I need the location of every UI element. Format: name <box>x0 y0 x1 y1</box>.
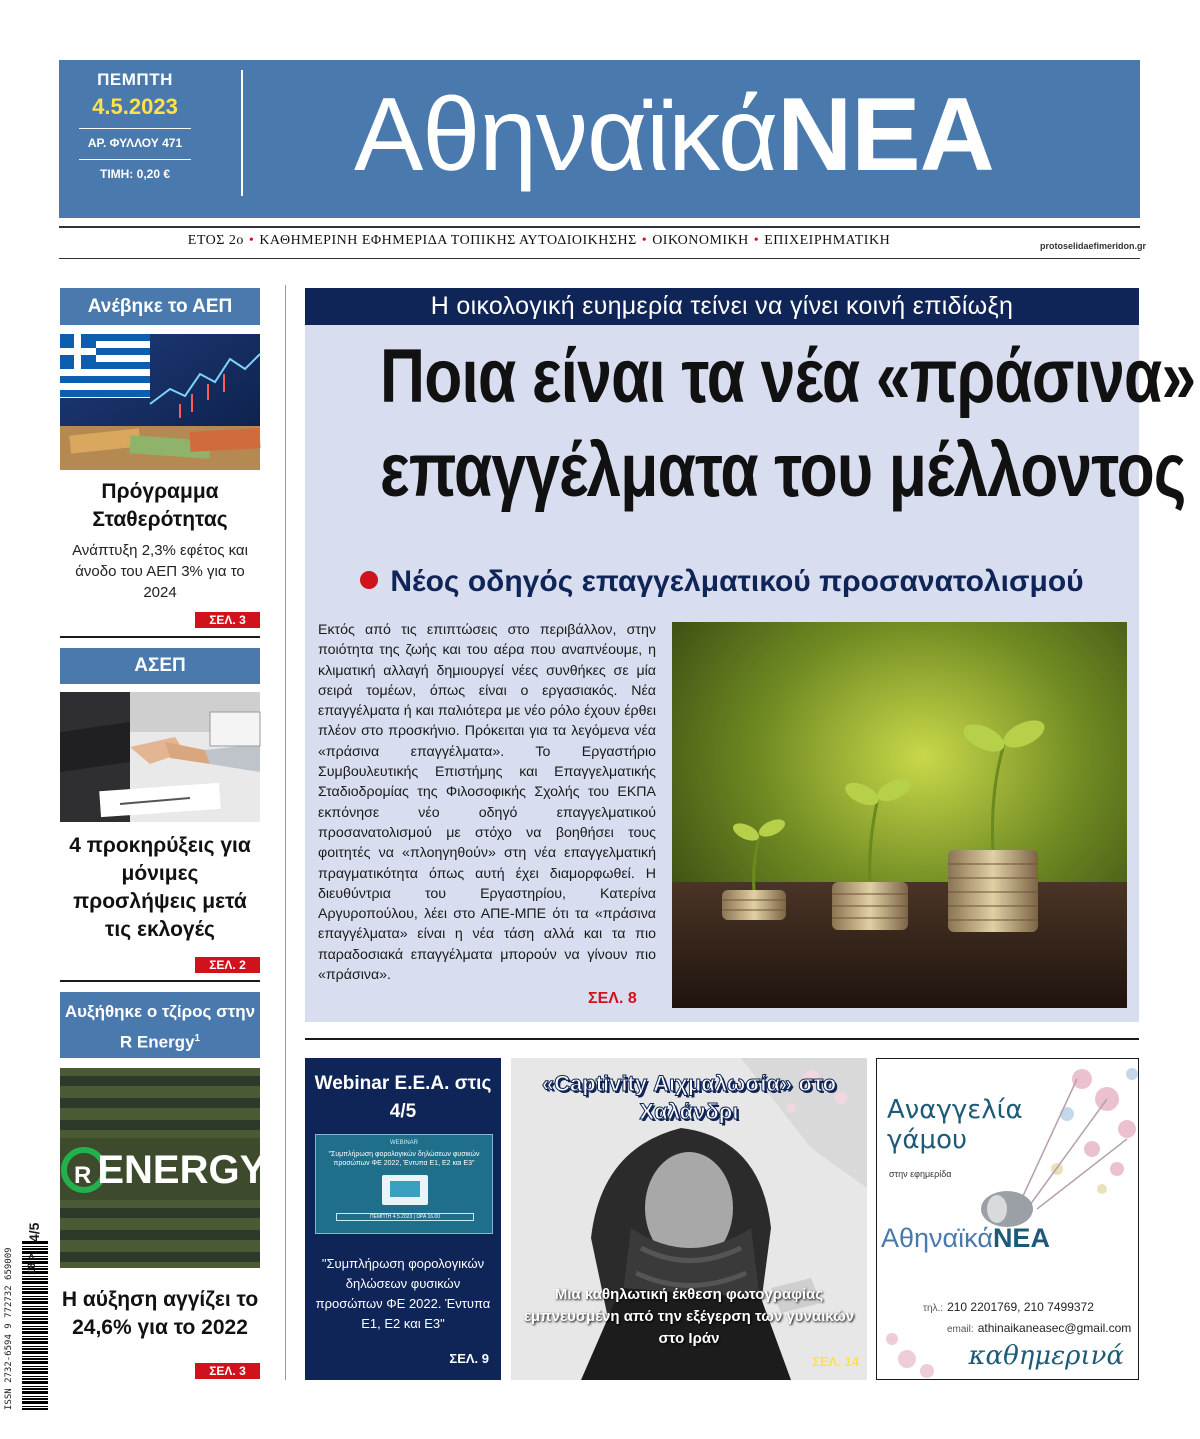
left-rule-1 <box>60 636 260 638</box>
computer-icon <box>382 1175 428 1205</box>
main-subhead <box>305 565 1139 599</box>
renergy-logo-sup: 1 <box>266 1161 276 1178</box>
wedding-title: Αναγγελία γάμου <box>887 1095 1023 1155</box>
asep-section-header[interactable]: ΑΣΕΠ <box>60 648 260 684</box>
issue-price: ΤΙΜΗ: 0,20 € <box>79 159 191 181</box>
email-value[interactable]: athinaikaneasec@gmail.com <box>977 1321 1132 1335</box>
masthead-divider <box>241 70 243 196</box>
logo-bold-part: ΝΕΑ <box>777 77 994 193</box>
webinar-ad[interactable] <box>305 1058 501 1380</box>
tagline <box>59 233 1019 249</box>
source-site[interactable]: protoselidaefimeridon.gr <box>1040 241 1147 251</box>
handshake-image <box>60 692 260 822</box>
exhibition-ad[interactable] <box>511 1058 867 1380</box>
webinar-screen <box>315 1134 493 1234</box>
plants-on-coins-image <box>672 622 1127 1008</box>
tagline-business: ΕΠΙΧΕΙΡΗΜΑΤΙΚΗ <box>764 233 891 248</box>
webinar-quote: "Συμπλήρωση φορολογικών δηλώσεων φυσικών προσώπων ΦΕ 2022. Έντυπα Ε1, Ε2 και Ε3" <box>315 1256 491 1331</box>
main-kicker: Η οικολογική ευημερία τείνει να γίνει κοινή επιδίωξη <box>305 288 1139 325</box>
wedding-newspaper-logo <box>881 1223 1050 1254</box>
tagline-economic: ΟΙΚΟΝΟΜΙΚΗ <box>652 233 749 248</box>
wedding-phone <box>923 1300 1094 1314</box>
column-separator <box>285 285 286 1380</box>
issue-number: ΑΡ. ΦΥΛΛΟΥ 471 <box>79 128 191 150</box>
exhibition-title: «Captivity Αιχμαλωσία» στο Χαλάνδρι <box>541 1071 837 1124</box>
left-rule-2 <box>60 980 260 982</box>
masthead <box>59 60 1140 218</box>
main-bottom-rule <box>305 1038 1139 1040</box>
main-page-ref[interactable]: ΣΕΛ. 8 <box>588 990 637 1007</box>
tagline-rule-top <box>59 226 1140 228</box>
renergy-section-header[interactable] <box>60 992 260 1058</box>
phone-label: τηλ.: <box>923 1303 944 1314</box>
asep-page-ref[interactable]: ΣΕΛ. 2 <box>195 957 260 973</box>
tagline-year: ΕΤΟΣ 2ο <box>187 233 244 248</box>
barcode-date: 4/5 <box>26 1222 42 1242</box>
newspaper-logo[interactable] <box>354 70 994 200</box>
main-photo[interactable] <box>672 622 1127 1008</box>
main-headline[interactable] <box>380 330 1196 518</box>
exhibition-caption: Μια καθηλωτική έκθεση φωτογραφίας εμπνευσμένη από την εξέγερση των γυναικών στο Ιράν <box>523 1286 855 1347</box>
headline-line-1: Ποια είναι τα νέα «πράσινα» <box>380 334 1196 419</box>
renergy-logo-r: R <box>74 1162 92 1189</box>
renergy-header-text: Αυξήθηκε ο τζίρος στην R Energy <box>64 1002 256 1052</box>
asep-photo[interactable] <box>60 692 260 822</box>
logo-light-part: Αθηναϊκά <box>354 77 778 193</box>
renergy-header-sup: 1 <box>194 1033 201 1044</box>
issue-day: ΠΕΜΠΤΗ <box>97 70 173 89</box>
wedding-ad[interactable] <box>876 1058 1139 1380</box>
gdp-story-title[interactable]: Πρόγραμμα Σταθερότητας <box>92 480 228 531</box>
bullet-icon: • <box>753 233 760 248</box>
bullet-icon: • <box>248 233 255 248</box>
wedding-tagline: καθημερινά <box>968 1341 1124 1371</box>
gdp-section-header[interactable]: Ανέβηκε το ΑΕΠ <box>60 288 260 325</box>
renergy-logo-text: ENERGY <box>97 1148 267 1192</box>
wedding-logo-light: Αθηναϊκά <box>881 1223 993 1253</box>
renergy-story-title[interactable]: Η αύξηση αγγίζει το 24,6% για το 2022 <box>61 1288 259 1339</box>
barcode-code: 18 > <box>26 1253 38 1275</box>
renergy-page-ref[interactable]: ΣΕΛ. 3 <box>195 1363 260 1379</box>
main-body-text: Εκτός από τις επιπτώσεις στο περιβάλλον, στην ποιότητα της ζωής και του αέρα που αναπνέουμε, η κλιματική αλλαγή δημιουργεί νέες συνθήκες σε μία σειρά τομέων, όπως είναι ο εργασιακός. Νέα επαγγέλματα ή και παλιότερα με νέο ρόλο έχουν έρθει πλέον στο προσκήνιο. Πρόκειται για τα λεγόμενα νέα «πράσινα επαγγέλματα». Το Εργαστήριο Συμβουλευτικής Επιστήμης και Επαγγελματικής Σταδιοδρομίας της Φιλοσοφικής Σχολής του ΕΚΠΑ εκπόνησε νέο οδηγό επαγγελματικού προσανατολισμού με στόχο να βοηθήσει τους φοιτητές να «πλοηγηθούν» στη νέα επαγγελματική πραγματικότητα όπως αυτή έχει διαμορφωθεί. Η διευθύντρια του Εργαστηρίου, Κατερίνα Αργυροπούλου, λέει στο ΑΠΕ-ΜΠΕ ότι τα «πράσινα επαγγέλματα» είναι η νέα τάση αλλά και τα πιο παραδοσιακά επαγγέλματα μπορούν να γίνουν πιο «πράσινα». <box>318 622 656 984</box>
exhibition-page-ref[interactable]: ΣΕΛ. 14 <box>812 1354 859 1369</box>
renergy-photo[interactable] <box>60 1068 276 1268</box>
issue-info <box>79 70 191 181</box>
phone-value[interactable]: 210 2201769, 210 7499372 <box>947 1300 1094 1314</box>
webinar-page-ref[interactable]: ΣΕΛ. 9 <box>449 1351 489 1366</box>
webinar-screen-head: WEBINAR <box>389 1140 418 1146</box>
gdp-page-ref[interactable]: ΣΕΛ. 3 <box>195 612 260 628</box>
webinar-screen-date: ΠΕΜΠΤΗ 4.5.2023 | ΩΡΑ 16.00 <box>336 1213 474 1221</box>
gdp-chart-image <box>60 334 260 470</box>
gdp-photo[interactable] <box>60 334 260 470</box>
email-label: email: <box>947 1324 974 1335</box>
wedding-email <box>947 1321 1131 1335</box>
webinar-screen-title: "Συμπλήρωση φορολογικών δηλώσεων φυσικών προσώπων ΦΕ 2022, Έντυπα Ε1, Ε2 και Ε3" <box>328 1151 480 1167</box>
webinar-title: Webinar Ε.Ε.Α. στις 4/5 <box>314 1073 492 1122</box>
wedding-logo-bold: ΝΕΑ <box>992 1223 1050 1253</box>
headline-line-2: επαγγέλματα του μέλλοντος <box>380 428 1186 513</box>
tagline-daily: ΚΑΘΗΜΕΡΙΝΗ ΕΦΗΜΕΡΙΔΑ ΤΟΠΙΚΗΣ ΑΥΤΟΔΙΟΙΚΗΣΗΣ <box>259 233 637 248</box>
subhead-text: Νέος οδηγός επαγγελματικού προσανατολισμού <box>390 565 1084 598</box>
renergy-logo <box>74 1148 275 1193</box>
gdp-story-text: Ανάπτυξη 2,3% εφέτος και άνοδο του ΑΕΠ 3% για το 2024 <box>72 542 248 601</box>
red-bullet-icon <box>360 571 378 589</box>
bullet-icon: • <box>641 233 648 248</box>
issn-number: ISSN 2732-6594 9 772732 659009 <box>4 1247 14 1410</box>
tagline-rule-bottom <box>59 258 1140 259</box>
issue-date: 4.5.2023 <box>92 94 178 119</box>
asep-story-title[interactable]: 4 προκηρύξεις για μόνιμες προσλήψεις μετά τις εκλογές <box>69 834 251 941</box>
wedding-subtitle: στην εφημερίδα <box>889 1169 952 1179</box>
